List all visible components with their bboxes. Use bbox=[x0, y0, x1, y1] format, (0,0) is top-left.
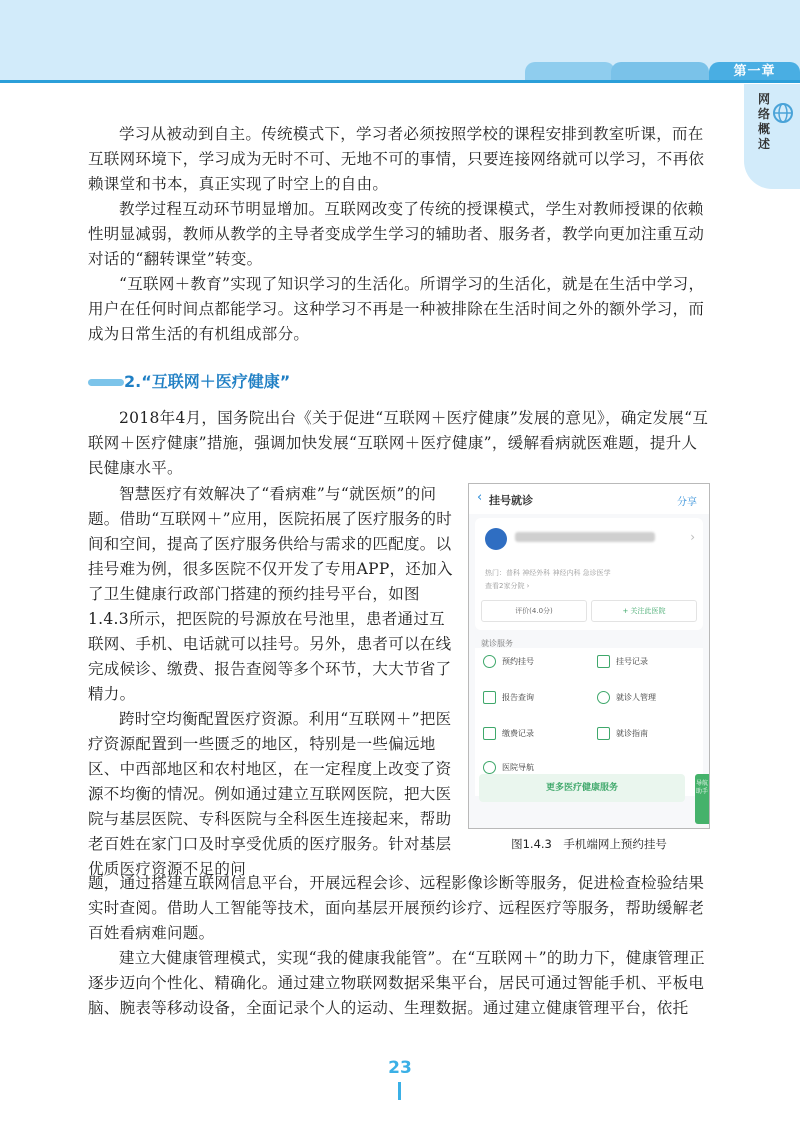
service-item: 缴费记录 bbox=[475, 720, 585, 748]
paragraph: 教学过程互动环节明显增加。互联网改变了传统的授课模式，学生对教师授课的依赖性明显减弱，教师从教学的主导者变成学生学习的辅助者、服务者，教学向更加注重互动对话的“翻转课堂”转变。 bbox=[88, 200, 705, 268]
share-link: 分享 bbox=[677, 497, 697, 508]
user-icon bbox=[597, 691, 610, 704]
more-services-button: 更多医疗健康服务 bbox=[479, 774, 685, 802]
chevron-right-icon: › bbox=[690, 530, 695, 544]
record-icon bbox=[597, 655, 610, 668]
paragraph: 智慧医疗有效解决了“看病难”与“就医烦”的问题。借助“互联网＋”应用，医院拓展了医疗服务的时间和空间，提高了医疗服务供给与需求的匹配度。以挂号难为例，很多医院不仅开发了专用APP，还加入了卫生健康行政部门搭建的预约挂号平台，如图1.4.3所示，把医院的号源放在号池里，患者通过互联网、手机、电话就可以挂号。另外，患者可以在线完成候诊、缴费、报告查阅等多个环节，大大节省了精力。 bbox=[88, 485, 453, 703]
intro-block bbox=[88, 122, 710, 347]
paragraph: 题，通过搭建互联网信息平台，开展远程会诊、远程影像诊断等服务，促进检查检验结果实时查阅。借助人工智能等技术，面向基层开展预约诊疗、远程医疗等服务，帮助缓解老百姓看病难问题。 bbox=[88, 874, 705, 942]
follow-button: + 关注此医院 bbox=[591, 600, 697, 622]
location-icon bbox=[483, 761, 496, 774]
paragraph: 2018年4月，国务院出台《关于促进“互联网＋医疗健康”发展的意见》，确定发展“互联网＋医疗健康”措施，强调加快发展“互联网＋医疗健康”，缓解看病就医难题，提升人民健康水平。 bbox=[88, 409, 709, 477]
hospital-card bbox=[475, 518, 703, 630]
continuation-block bbox=[88, 871, 710, 1021]
paragraph: “互联网＋教育”实现了知识学习的生活化。所谓学习的生活化，就是在生活中学习，用户在任何时间点都能学习。这种学习不再是一种被排除在生活时间之外的额外学习，而成为日常生活的有机组成部分。 bbox=[88, 275, 705, 343]
page-number-rule bbox=[398, 1082, 401, 1100]
service-item: 挂号记录 bbox=[589, 648, 699, 676]
back-icon: ‹ bbox=[477, 490, 483, 505]
paragraph: 跨时空均衡配置医疗资源。利用“互联网＋”把医疗资源配置到一些匮乏的地区，特别是一些偏远地区、中西部地区和农村地区，在一定程度上改变了资源不均衡的情况。例如通过建立互联网医院，把大医院与基层医院、专科医院与全科医生连接起来，帮助老百姓在家门口及时享受优质的医疗服务。针对基层优质医疗资源不足的问 bbox=[88, 710, 452, 878]
services-section-label: 就诊服务 bbox=[481, 639, 513, 648]
side-chapter-label: 网络概述 bbox=[758, 92, 771, 151]
plus-circle-icon bbox=[483, 655, 496, 668]
section-intro bbox=[88, 406, 710, 481]
page-number: 23 bbox=[388, 1058, 412, 1078]
chapter-tab: 第一章 bbox=[709, 62, 800, 82]
header-rule bbox=[0, 80, 800, 83]
payment-icon bbox=[483, 727, 496, 740]
report-icon bbox=[483, 691, 496, 704]
service-item: 就诊指南 bbox=[589, 720, 699, 748]
chapter-tabs bbox=[525, 62, 800, 82]
tab-decor-1 bbox=[525, 62, 615, 82]
phone-header bbox=[469, 484, 709, 514]
paragraph: 学习从被动到自主。传统模式下，学习者必须按照学校的课程安排到教室听课，而在互联网环境下，学习成为无时不可、无地不可的事情，只要连接网络就可以学习，不再依赖课堂和书本，真正实现了时空上的自由。 bbox=[88, 125, 705, 193]
globe-icon bbox=[772, 102, 794, 124]
phone-screenshot-figure bbox=[468, 483, 710, 829]
card-buttons bbox=[481, 600, 697, 624]
guide-icon bbox=[597, 727, 610, 740]
service-item: 医院导航 bbox=[475, 754, 585, 782]
wrapped-text bbox=[88, 482, 460, 882]
side-chapter-tab bbox=[744, 84, 800, 189]
rating-button: 评价(4.0分) bbox=[481, 600, 587, 622]
dept-line: 热门：普科 神经外科 神经内科 急诊医学 bbox=[485, 569, 611, 577]
tab-decor-2 bbox=[611, 62, 709, 82]
heading-bar bbox=[88, 379, 124, 386]
service-item: 就诊人管理 bbox=[589, 684, 699, 712]
phone-title: 挂号就诊 bbox=[489, 494, 533, 507]
blurred-hospital-name bbox=[515, 532, 655, 542]
more-branches: 查看2家分院 › bbox=[485, 582, 530, 590]
paragraph: 建立大健康管理模式，实现“我的健康我能管”。在“互联网＋”的助力下，健康管理正逐步迈向个性化、精确化。通过建立物联网数据采集平台，居民可通过智能手机、平板电脑、腕表等移动设备，全面记录个人的运动、生理数据。通过建立健康管理平台，依托 bbox=[88, 949, 705, 1017]
side-helper-tag: 导航助手 bbox=[695, 774, 709, 824]
section-title: 2.“互联网＋医疗健康” bbox=[124, 372, 291, 391]
hospital-logo-icon bbox=[485, 528, 507, 550]
figure-caption: 图1.4.3 手机端网上预约挂号 bbox=[511, 837, 667, 851]
service-item: 报告查询 bbox=[475, 684, 585, 712]
service-item: 预约挂号 bbox=[475, 648, 585, 676]
